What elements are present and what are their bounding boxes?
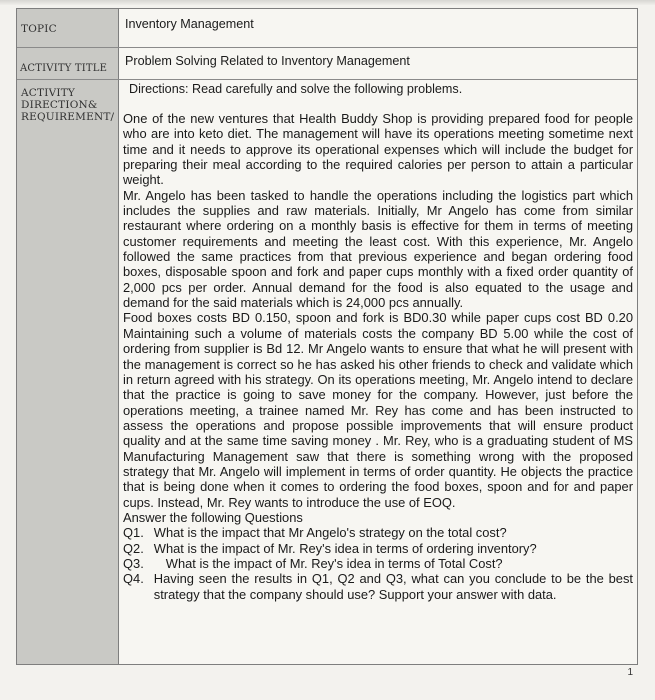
question-item <box>123 541 633 556</box>
scan-top-edge <box>0 0 655 5</box>
question-text: What is the impact of Mr. Rey's idea in terms of Total Cost? <box>165 555 503 571</box>
question-text: What is the impact of Mr. Rey's idea in terms of ordering inventory? <box>153 540 537 556</box>
page-number: 1 <box>627 667 633 678</box>
question-number: Q4. <box>123 571 144 587</box>
problem-text <box>123 111 633 602</box>
directions-label-line-2: DIRECTION& <box>21 99 98 111</box>
activity-title-label: ACTIVITY TITLE <box>20 63 108 74</box>
directions-label-line-1: ACTIVITY <box>21 87 76 99</box>
question-number: Q2. <box>123 540 144 556</box>
question-item <box>123 525 633 540</box>
question-number: Q1. <box>123 525 144 541</box>
directions-heading: Directions: Read carefully and solve the following problems. <box>129 82 463 96</box>
question-item <box>123 556 633 571</box>
paragraph-angelo: Mr. Angelo has been tasked to handle the operations including the logistics part which includes the supplies and raw materials. Initially, Mr Angelo has come from similar restaurant where ordering on a monthly basis is effective for them in terms of meeting customer requirements and meeting the least cost. With this experience, Mr. Angelo followed the same practices from that previous experience and began ordering food boxes, disposable spoon and fork and paper cups monthly with a fixed order quantity of 2,000 pcs per order. Annual demand for the food is also equated to the usage and demand for the said materials which is 24,000 pcs annually. <box>123 187 633 311</box>
question-item <box>123 571 633 602</box>
paragraph-costs: Food boxes costs BD 0.150, spoon and fork is BD0.30 while paper cups cost BD 0.20 Maintaining such a volume of materials costs the company BD 5.00 while the cost of ordering from supplier is Bd 12. Mr Angelo wants to ensure that what he will present with the management is correct so he has asked his other friends to check and validate which in return agreed with his strategy. On its operations meeting, Mr. Angelo intend to declare that the practice is going to save money for the company. However, just before the operations meeting, a trainee named Mr. Rey has come and has been instructed to assess the operations and propose possible improvements that will ensure product quality and at the same time saving money . Mr. Rey, who is a graduating student of MS Manufacturing Management saw that there is something wrong with the proposed strategy that Mr. Angelo will implement in terms of order quantity. He objects the practice that is being done when it comes to ordering the food boxes, spoon and for and paper cups. Instead, Mr. Rey wants to introduce the use of EOQ. <box>123 310 633 510</box>
paragraph-intro: One of the new ventures that Health Buddy Shop is providing prepared food for people who are into keto diet. The management will have its operations meeting sometime next time and it needs to approve its operational expenses which will include the budget for preparing their meal according to the required calories per person to attain a particular weight. <box>123 111 633 188</box>
row-divider <box>17 47 637 48</box>
activity-sheet-table <box>16 8 638 665</box>
question-number: Q3. <box>123 555 144 571</box>
topic-value: Inventory Management <box>125 17 254 31</box>
questions-heading: Answer the following Questions <box>123 509 303 525</box>
question-text: What is the impact that Mr Angelo's strategy on the total cost? <box>153 525 507 541</box>
activity-title-value: Problem Solving Related to Inventory Management <box>125 54 410 68</box>
topic-label: TOPIC <box>21 23 57 35</box>
directions-label-line-3: REQUIREMENT/ <box>21 111 115 123</box>
question-text: Having seen the results in Q1, Q2 and Q3, what can you conclude to be the best strategy that the company should use? Support your answer with data. <box>153 571 633 602</box>
row-divider <box>17 79 637 80</box>
